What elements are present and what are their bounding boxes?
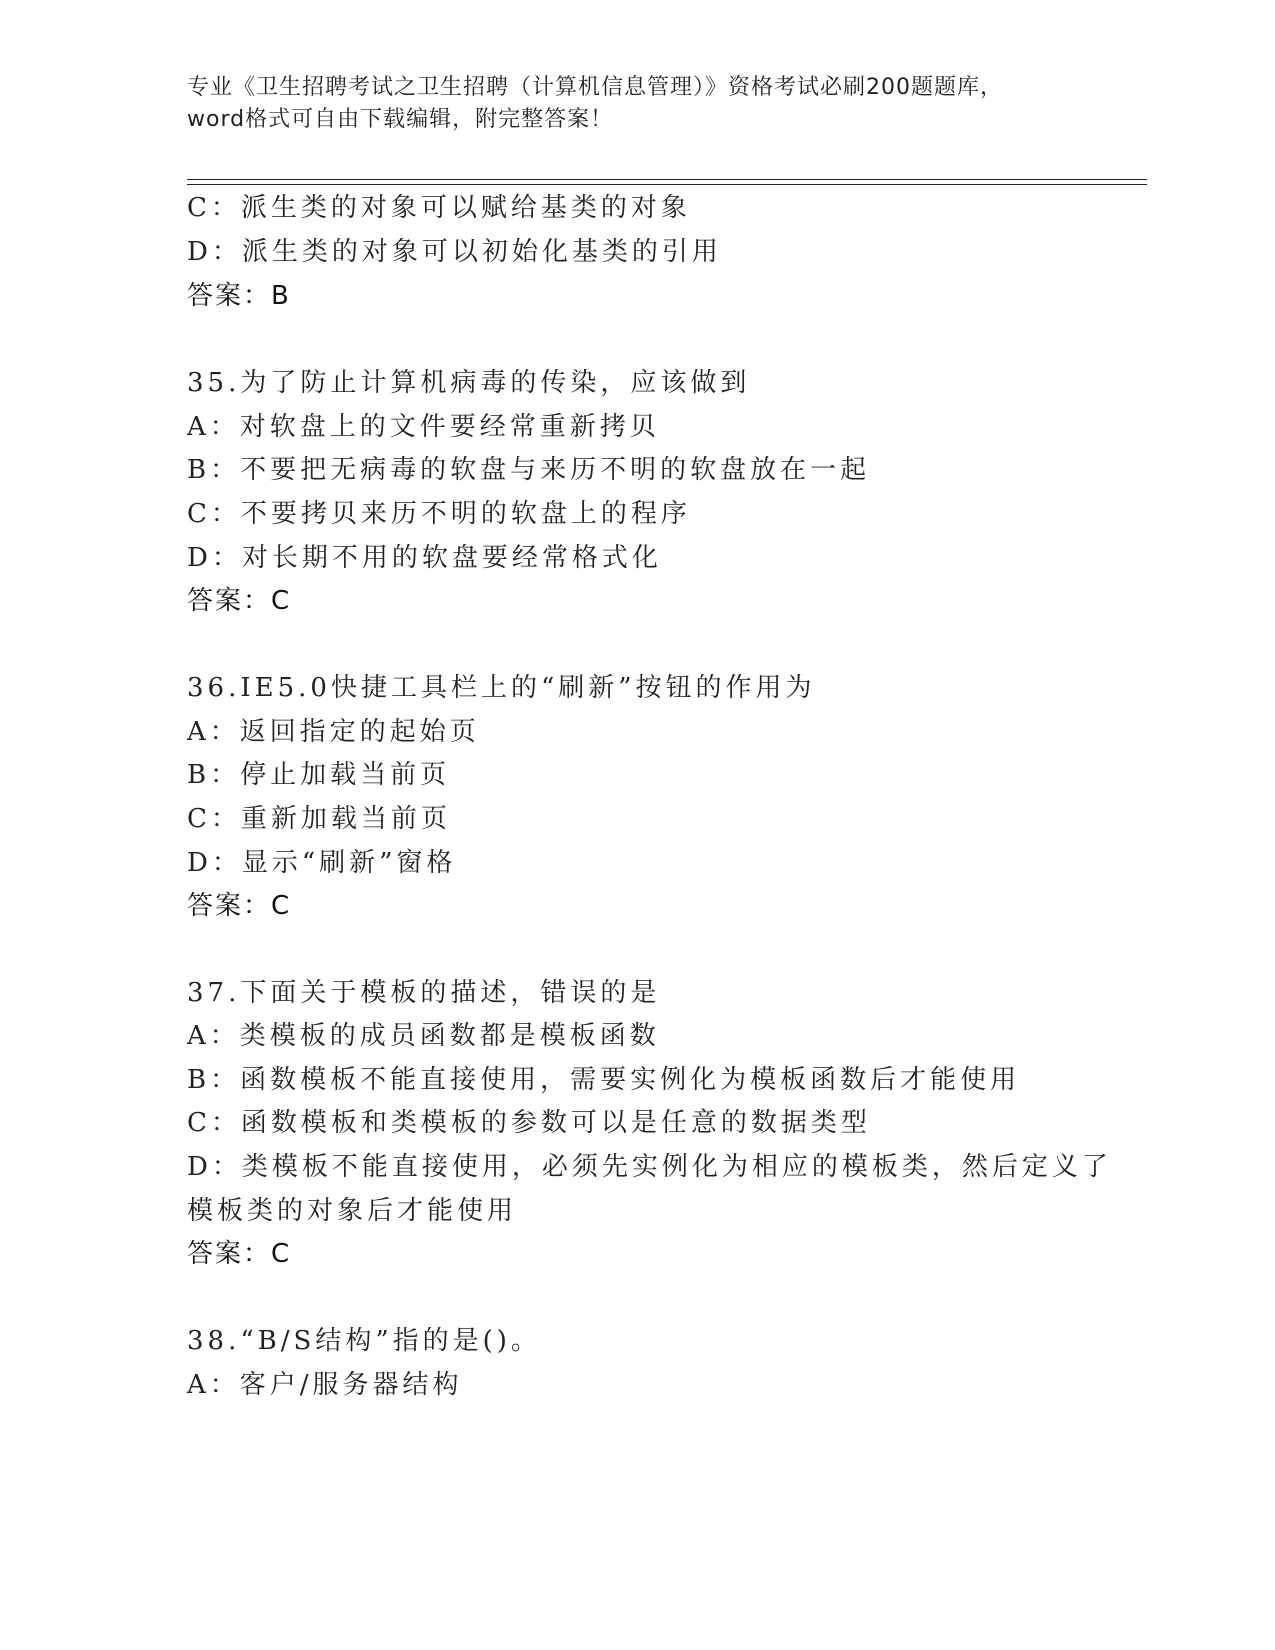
- option-a: A：客户/服务器结构: [187, 1370, 463, 1400]
- option-c: C：不要拷贝来历不明的软盘上的程序: [187, 499, 691, 529]
- question-stem: 36.IE5.0快捷工具栏上的“刷新”按钮的作用为: [187, 673, 816, 703]
- header-line-1: 专业《卫生招聘考试之卫生招聘（计算机信息管理）》资格考试必刷200题题库，: [187, 75, 1003, 100]
- document-header: [187, 72, 1087, 136]
- answer-label: 答案：C: [187, 891, 292, 921]
- option-d: D：显示“刷新”窗格: [187, 848, 457, 878]
- option-b: B：停止加载当前页: [187, 760, 451, 790]
- header-divider-top: [187, 179, 1147, 180]
- option-b: B：函数模板不能直接使用，需要实例化为模板函数后才能使用: [187, 1065, 1021, 1095]
- option-d-continuation: 模板类的对象后才能使用: [187, 1196, 518, 1226]
- option-a: A：类模板的成员函数都是模板函数: [187, 1021, 660, 1051]
- answer-label: 答案：B: [187, 281, 291, 311]
- question-stem: 37.下面关于模板的描述，错误的是: [187, 978, 661, 1008]
- option-a: A：对软盘上的文件要经常重新拷贝: [187, 412, 660, 442]
- option-d: D：类模板不能直接使用，必须先实例化为相应的模板类，然后定义了: [187, 1152, 1112, 1182]
- option-d: D：对长期不用的软盘要经常格式化: [187, 543, 662, 573]
- header-line-2: word格式可自由下载编辑，附完整答案！: [187, 107, 614, 132]
- option-a: A：返回指定的起始页: [187, 717, 480, 747]
- option-b: B：不要把无病毒的软盘与来历不明的软盘放在一起: [187, 455, 871, 485]
- answer-label: 答案：C: [187, 1239, 292, 1269]
- question-stem: 35.为了防止计算机病毒的传染，应该做到: [187, 368, 751, 398]
- option-d: D：派生类的对象可以初始化基类的引用: [187, 237, 722, 267]
- answer-label: 答案：C: [187, 586, 292, 616]
- option-c: C：重新加载当前页: [187, 804, 451, 834]
- option-c: C：函数模板和类模板的参数可以是任意的数据类型: [187, 1108, 871, 1138]
- question-stem: 38.“B/S结构”指的是()。: [187, 1326, 541, 1356]
- option-c: C：派生类的对象可以赋给基类的对象: [187, 193, 691, 223]
- header-divider-bottom: [187, 184, 1147, 185]
